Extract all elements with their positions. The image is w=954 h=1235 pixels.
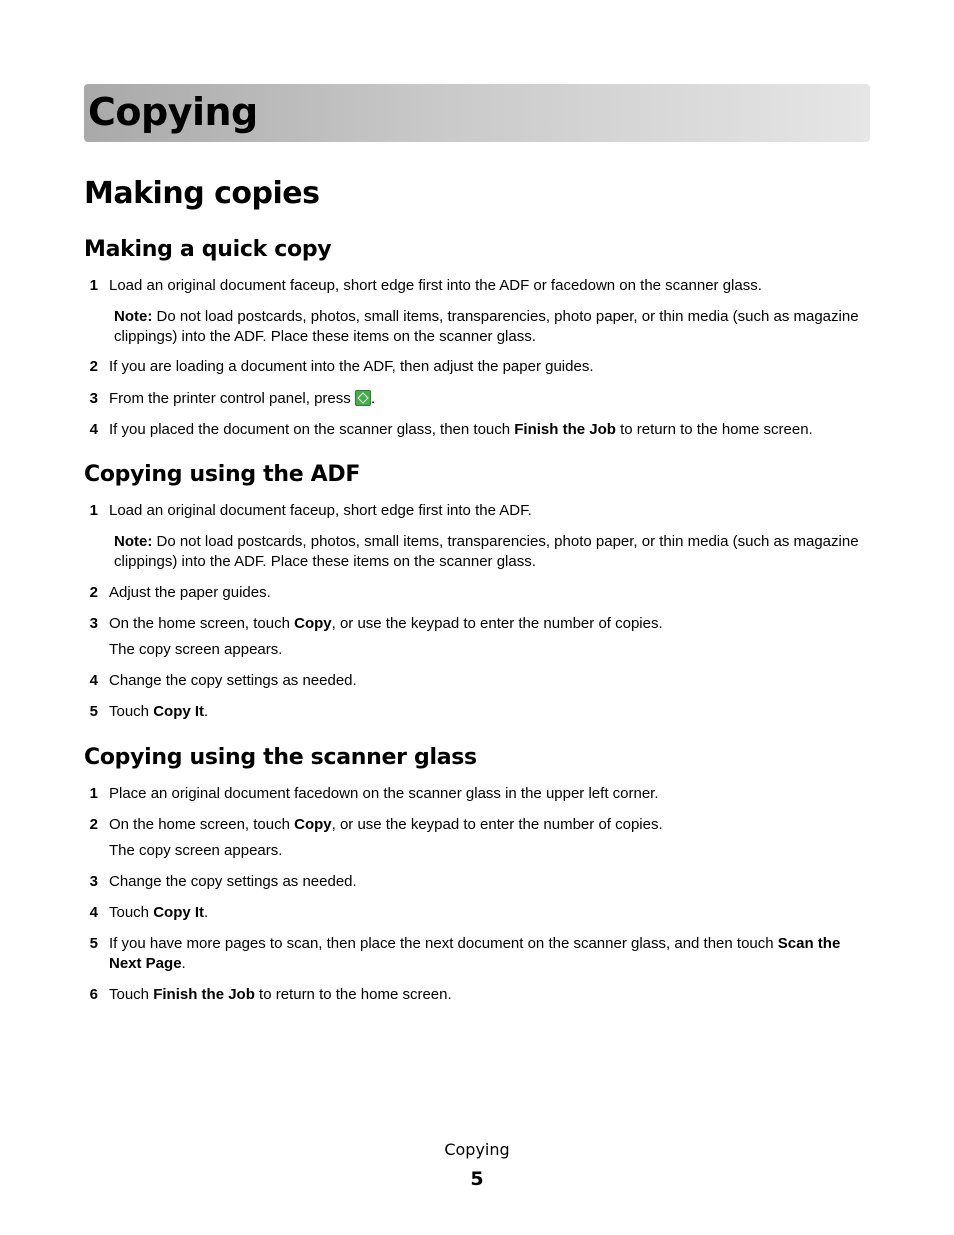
step-text (109, 614, 870, 634)
step-number: 1 (89, 502, 98, 519)
chapter-title: Copying (88, 90, 258, 134)
step-text (109, 985, 870, 1005)
step-text-before: If you have more pages to scan, then place the next document on the scanner glass, and then touch (109, 935, 778, 952)
step-text-after: . (370, 390, 376, 407)
step-text-before: On the home screen, touch (109, 615, 295, 632)
step-number: 6 (89, 986, 98, 1003)
footer-chapter-label: Copying (444, 1140, 510, 1159)
step-text: Load an original document faceup, short edge first into the ADF. (109, 502, 532, 519)
step-text-after: to return to the home screen. (254, 986, 452, 1003)
chapter-banner (84, 84, 870, 142)
step-text: Load an original document faceup, short edge first into the ADF or facedown on the scanner glass. (109, 277, 762, 294)
step-text: Change the copy settings as needed. (109, 672, 357, 689)
step-text-before: Touch (109, 904, 154, 921)
step-number: 3 (89, 873, 98, 890)
step-number: 5 (89, 703, 98, 720)
step-text: Adjust the paper guides. (109, 584, 271, 601)
step-number: 3 (89, 615, 98, 632)
step-text-before: On the home screen, touch (109, 816, 295, 833)
step-text-after: . (204, 703, 209, 720)
start-button-icon (355, 390, 371, 406)
step-text: If you are loading a document into the ADF, then adjust the paper guides. (109, 358, 594, 375)
step-number: 1 (89, 785, 98, 802)
heading-scanner-glass: Copying using the scanner glass (84, 745, 477, 770)
step-text-before: From the printer control panel, press (109, 390, 355, 407)
step-text (109, 420, 870, 440)
adf-step-3-result: The copy screen appears. (109, 641, 283, 658)
glass-step-2-result: The copy screen appears. (109, 842, 283, 859)
step-text-before: Touch (109, 703, 154, 720)
step-text-after: . (204, 904, 209, 921)
heading-adf: Copying using the ADF (84, 462, 361, 487)
step-text: Place an original document facedown on the scanner glass in the upper left corner. (109, 785, 659, 802)
step-text-bold: Finish the Job (514, 421, 616, 438)
step-number: 4 (89, 672, 98, 689)
step-text-bold: Copy (294, 615, 332, 632)
step-number: 2 (89, 584, 98, 601)
note-text: Do not load postcards, photos, small items, transparencies, photo paper, or thin media (such as magazine clippings) into the ADF. Place these items on the scanner glass. (114, 533, 859, 570)
adf-note (114, 532, 874, 572)
step-text (109, 702, 870, 722)
step-text-bold: Scan the Next Page (109, 935, 841, 972)
step-text-bold: Copy It (153, 703, 205, 720)
step-number: 3 (89, 390, 98, 407)
page-number: 5 (470, 1168, 484, 1190)
heading-quick-copy: Making a quick copy (84, 237, 332, 262)
step-number: 2 (89, 358, 98, 375)
step-text-after: , or use the keypad to enter the number of copies. (331, 816, 663, 833)
note-text: Do not load postcards, photos, small items, transparencies, photo paper, or thin media (such as magazine clippings) into the ADF. Place these items on the scanner glass. (114, 308, 859, 345)
step-text-bold: Finish the Job (153, 986, 255, 1003)
step-text-after: to return to the home screen. (615, 421, 813, 438)
step-text (109, 815, 870, 835)
step-number: 5 (89, 935, 98, 952)
step-text (109, 903, 870, 923)
step-text (109, 389, 870, 409)
step-text-bold: Copy (294, 816, 332, 833)
step-text: Change the copy settings as needed. (109, 873, 357, 890)
step-text (109, 934, 870, 974)
step-text-before: If you placed the document on the scanner glass, then touch (109, 421, 515, 438)
note-label: Note: (114, 308, 153, 325)
step-number: 4 (89, 421, 98, 438)
step-text-before: Touch (109, 986, 154, 1003)
note-label: Note: (114, 533, 153, 550)
step-number: 1 (89, 277, 98, 294)
step-text-after: . (181, 955, 186, 972)
step-text-bold: Copy It (153, 904, 205, 921)
section-title: Making copies (84, 176, 320, 211)
step-number: 2 (89, 816, 98, 833)
step-text-after: , or use the keypad to enter the number of copies. (331, 615, 663, 632)
step-number: 4 (89, 904, 98, 921)
quick-copy-note (114, 307, 874, 347)
